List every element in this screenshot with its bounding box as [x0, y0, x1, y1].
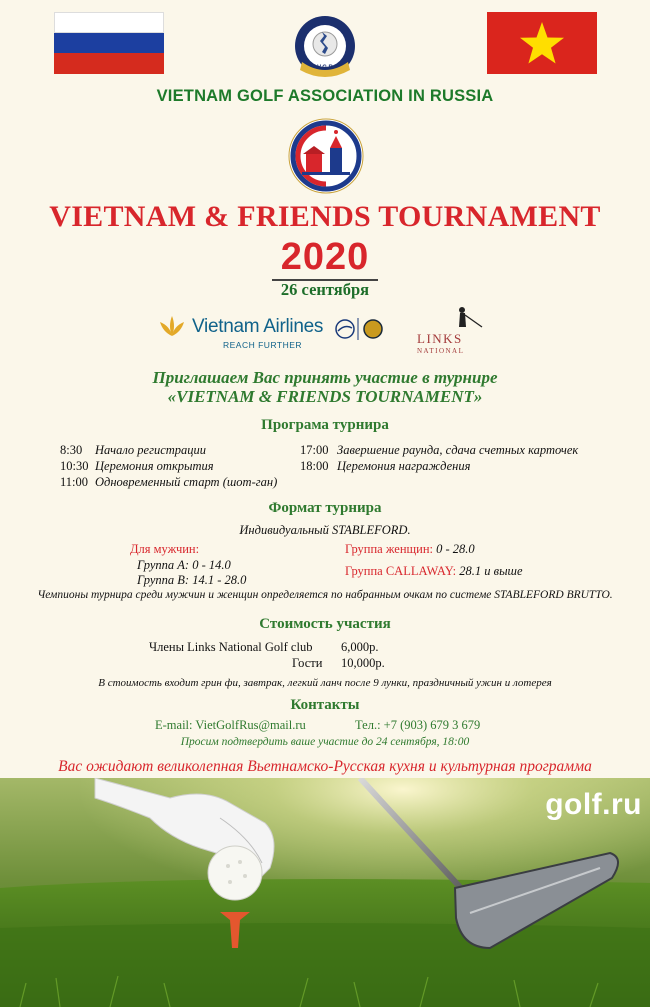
cost-price: 6,000р.	[341, 640, 379, 654]
golf-photo	[0, 778, 650, 1007]
women-value: 0 - 28.0	[436, 542, 475, 556]
women-label: Группа женщин:	[345, 542, 434, 556]
contact-email[interactable]: E-mail: VietGolfRus@mail.ru	[155, 718, 306, 732]
lotus-icon	[155, 314, 189, 338]
cost-heading: Стоимость участия	[259, 616, 391, 632]
tournament-title: VIETNAM & FRIENDS TOURNAMENT	[49, 200, 601, 233]
program-time: 18:00	[300, 459, 329, 473]
program-left-row	[60, 443, 82, 458]
program-time: 10:30	[60, 459, 89, 473]
tournament-logo	[288, 118, 364, 194]
contacts-heading: Контакты	[290, 697, 360, 713]
bottom-banner: Вас ожидают великолепная Вьетнамско-Русская кухня и культурная программа	[58, 758, 592, 775]
links-name: LINKS	[417, 331, 463, 346]
program-time: 11:00	[60, 475, 89, 489]
program-event: Завершение раунда, сдача счетных карточек	[337, 443, 579, 457]
vietnam-airlines-tagline: REACH FURTHER	[223, 340, 303, 350]
callaway-value: 28.1 и выше	[459, 564, 523, 578]
program-event: Церемония награждения	[337, 459, 471, 473]
russia-flag	[54, 12, 164, 74]
program-time: 8:30	[60, 443, 83, 457]
confirm-note: Просим подтвердить ваше участие до 24 сентября, 18:00	[180, 736, 470, 748]
group-a: Группа А: 0 - 14.0	[137, 558, 231, 572]
association-logo-badge: V.G.R	[317, 65, 333, 71]
tournament-year: 2020	[280, 236, 370, 278]
cost-note: В стоимость входит грин фи, завтрак, легкий ланч после 9 лунки, праздничный ужин и лотерея	[98, 677, 552, 689]
women-group	[345, 542, 475, 557]
skyteam-icon	[333, 316, 383, 342]
cost-label: Члены Links National Golf club	[149, 640, 313, 654]
association-logo	[292, 14, 358, 84]
champions-note: Чемпионы турнира среди мужчин и женщин определяется по набранным очкам по системе STABLEFORD BRUTTO.	[37, 589, 613, 601]
links-sub: NATIONAL	[417, 347, 465, 355]
association-title: VIETNAM GOLF ASSOCIATION IN RUSSIA	[156, 87, 494, 105]
invitation	[0, 368, 650, 406]
program-time: 17:00	[300, 443, 329, 457]
program-event: Одновременный старт (шот-ган)	[95, 475, 278, 489]
program-event: Начало регистрации	[95, 443, 207, 457]
invitation-line1: Приглашаем Вас принять участие в турнире	[152, 368, 498, 387]
golfer-silhouette-icon	[450, 305, 490, 331]
links-national-logo	[415, 305, 505, 357]
callaway-label: Группа CALLAWAY:	[345, 564, 457, 578]
vietnam-airlines-name: Vietnam Airlines	[192, 316, 324, 337]
program-event: Церемония открытия	[95, 459, 214, 473]
group-b: Группа В: 14.1 - 28.0	[137, 573, 247, 587]
men-label: Для мужчин:	[130, 542, 200, 556]
invitation-line2: «VIETNAM & FRIENDS TOURNAMENT»	[167, 387, 483, 406]
golf-ru-watermark: golf.ru	[545, 788, 642, 821]
program-heading: Програма турнира	[261, 417, 389, 433]
cost-label: Гости	[292, 656, 323, 670]
contact-phone[interactable]: Тел.: +7 (903) 679 3 679	[355, 718, 481, 732]
vietnam-flag	[487, 12, 597, 74]
star-icon	[519, 21, 565, 65]
format-type: Индивидуальный STABLEFORD.	[239, 523, 411, 537]
callaway-group	[345, 564, 523, 579]
format-heading: Формат турнира	[268, 500, 382, 516]
vietnam-airlines-logo	[155, 312, 395, 354]
tournament-date: 26 сентября	[280, 280, 370, 299]
cost-price: 10,000р.	[341, 656, 385, 670]
